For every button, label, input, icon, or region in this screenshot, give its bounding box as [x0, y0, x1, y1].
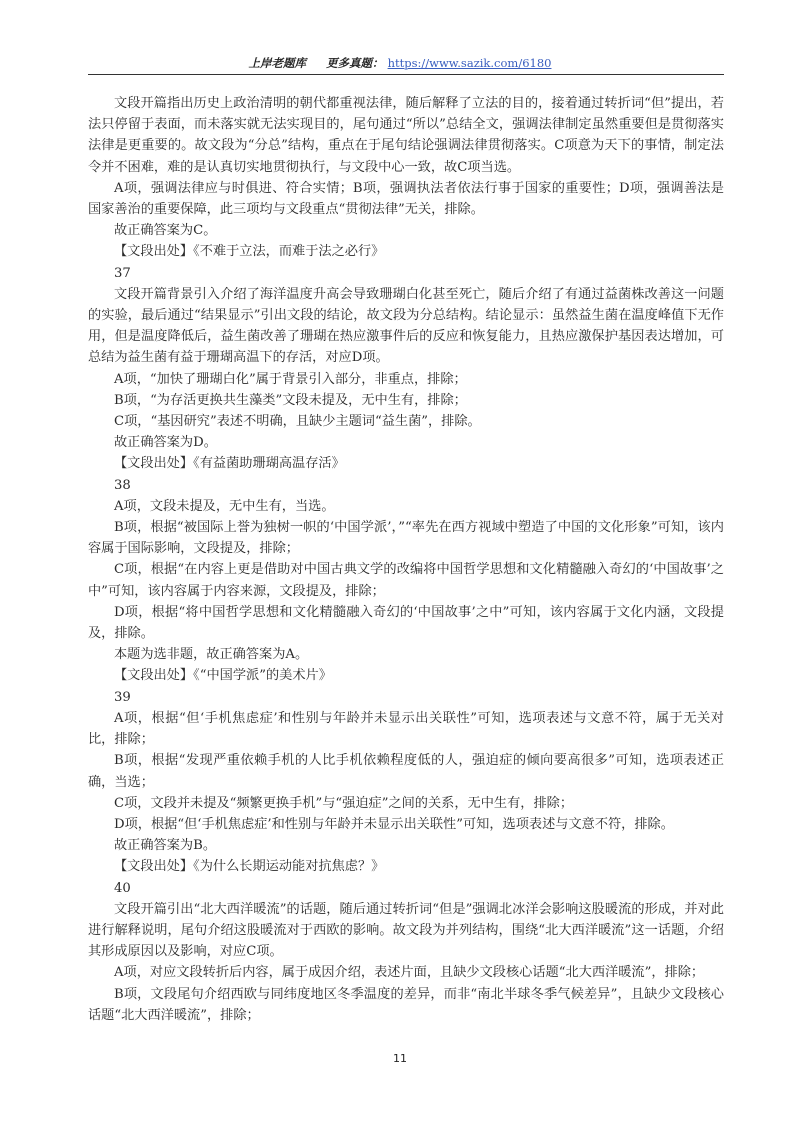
- paragraph: A项，“加快了珊瑚白化”属于背景引入部分，非重点，排除；: [114, 371, 467, 387]
- paragraph: 文段开篇引出“北大西洋暖流”的话题，随后通过转折词“但是”强调北冰洋会影响这股暖流的形成，并对此进行解释说明，尾句介绍这股暖流对于西欧的影响。故文段为并列结构，围绕“北大西洋暖流”这一话题，介绍其形成原因以及影响，对应C项。: [88, 901, 724, 960]
- document-body: [88, 93, 724, 1026]
- paragraph: A项，根据“但‘手机焦虑症’和性别与年龄并未显示出关联性”可知，选项表述与文意不符，属于无关对比，排除；: [88, 710, 724, 748]
- source-citation: 【文段出处】《不难于立法，而难于法之必行》: [114, 244, 385, 260]
- paragraph: 故正确答案为B。: [114, 838, 217, 854]
- paragraph: B项，“为存活更换共生藻类”文段未提及，无中生有，排除；: [114, 392, 467, 408]
- paragraph: A项，强调法律应与时俱进、符合实情；B项，强调执法者依法行事于国家的重要性；D项，强调善法是国家善治的重要保障，此三项均与文段重点“贯彻法律”无关，排除。: [88, 180, 724, 218]
- source-citation: 【文段出处】《为什么长期运动能对抗焦虑？》: [114, 859, 385, 875]
- paragraph: A项，对应文段转折后内容，属于成因介绍，表述片面，且缺少文段核心话题“北大西洋暖流”，排除；: [114, 965, 705, 981]
- paragraph: 故正确答案为C。: [114, 223, 217, 239]
- page-number: 11: [393, 1052, 407, 1065]
- source-citation: 【文段出处】《有益菌助珊瑚高温存活》: [114, 456, 345, 472]
- header-site-name: 上岸老题库: [248, 56, 307, 70]
- header-label: 更多真题：: [326, 56, 384, 70]
- paragraph: A项，文段未提及，无中生有，当选。: [114, 498, 335, 514]
- paragraph: C项，根据“在内容上更是借助对中国古典文学的改编将中国哲学思想和文化精髓融入奇幻的‘中国故事’之中”可知，该内容属于内容来源，文段提及，排除；: [88, 562, 724, 599]
- paragraph: D项，根据“但‘手机焦虑症’和性别与年龄并未显示出关联性”可知，选项表述与文意不符，排除。: [114, 816, 674, 832]
- paragraph: B项，根据“被国际上誉为独树一帜的‘中国学派’，”“率先在西方视域中塑造了中国的文化形象”可知，该内容属于国际影响，文段提及，排除；: [88, 520, 724, 557]
- paragraph: 故正确答案为D。: [114, 435, 217, 451]
- paragraph: B项，根据“发现严重依赖手机的人比手机依赖程度低的人，强迫症的倾向要高很多”可知，选项表述正确，当选；: [88, 753, 724, 790]
- question-number: 37: [114, 265, 131, 281]
- paragraph: C项，“基因研究”表述不明确，且缺少主题词“益生菌”，排除。: [114, 414, 481, 430]
- header-url-link[interactable]: https://www.sazik.com/6180: [387, 56, 552, 70]
- paragraph: 文段开篇背景引入介绍了海洋温度升高会导致珊瑚白化甚至死亡，随后介绍了有通过益菌株改善这一问题的实验，最后通过“结果显示”引出文段的结论，故文段为分总结构。结论显示：虽然益生菌在温度峰值下无作用，但是温度降低后，益生菌改善了珊瑚在热应激事件后的反应和恢复能力，且热应激保护基因表达增加，可总结为益生菌有益于珊瑚高温下的存活，对应D项。: [88, 286, 724, 366]
- page-header: [0, 55, 800, 71]
- paragraph: B项，文段尾句介绍西欧与同纬度地区冬季温度的差异，而非“南北半球冬季气候差异”，且缺少文段核心话题“北大西洋暖流”，排除；: [88, 986, 724, 1023]
- paragraph: 本题为选非题，故正确答案为A。: [114, 647, 309, 663]
- question-number: 40: [114, 880, 131, 896]
- question-number: 39: [114, 689, 131, 705]
- source-citation: 【文段出处】《“中国学派”的美术片》: [114, 668, 332, 684]
- paragraph: 文段开篇指出历史上政治清明的朝代都重视法律，随后解释了立法的目的，接着通过转折词“但”提出，若法只停留于表面，而未落实就无法实现目的，尾句通过“所以”总结全文，强调法律制定虽然重要但是贯彻落实法律是更重要的。故文段为“分总”结构，重点在于尾句结论强调法律贯彻落实。C项意为天下的事情，制定法令并不困难，难的是认真切实地贯彻执行，与文段中心一致，故C项当选。: [88, 96, 724, 175]
- paragraph: C项，文段并未提及“频繁更换手机”与“强迫症”之间的关系，无中生有，排除；: [114, 795, 574, 811]
- question-number: 38: [114, 477, 131, 493]
- paragraph: D项，根据“将中国哲学思想和文化精髓融入奇幻的‘中国故事’之中”可知，该内容属于文化内涵，文段提及，排除。: [88, 604, 724, 642]
- header-divider: [88, 74, 724, 75]
